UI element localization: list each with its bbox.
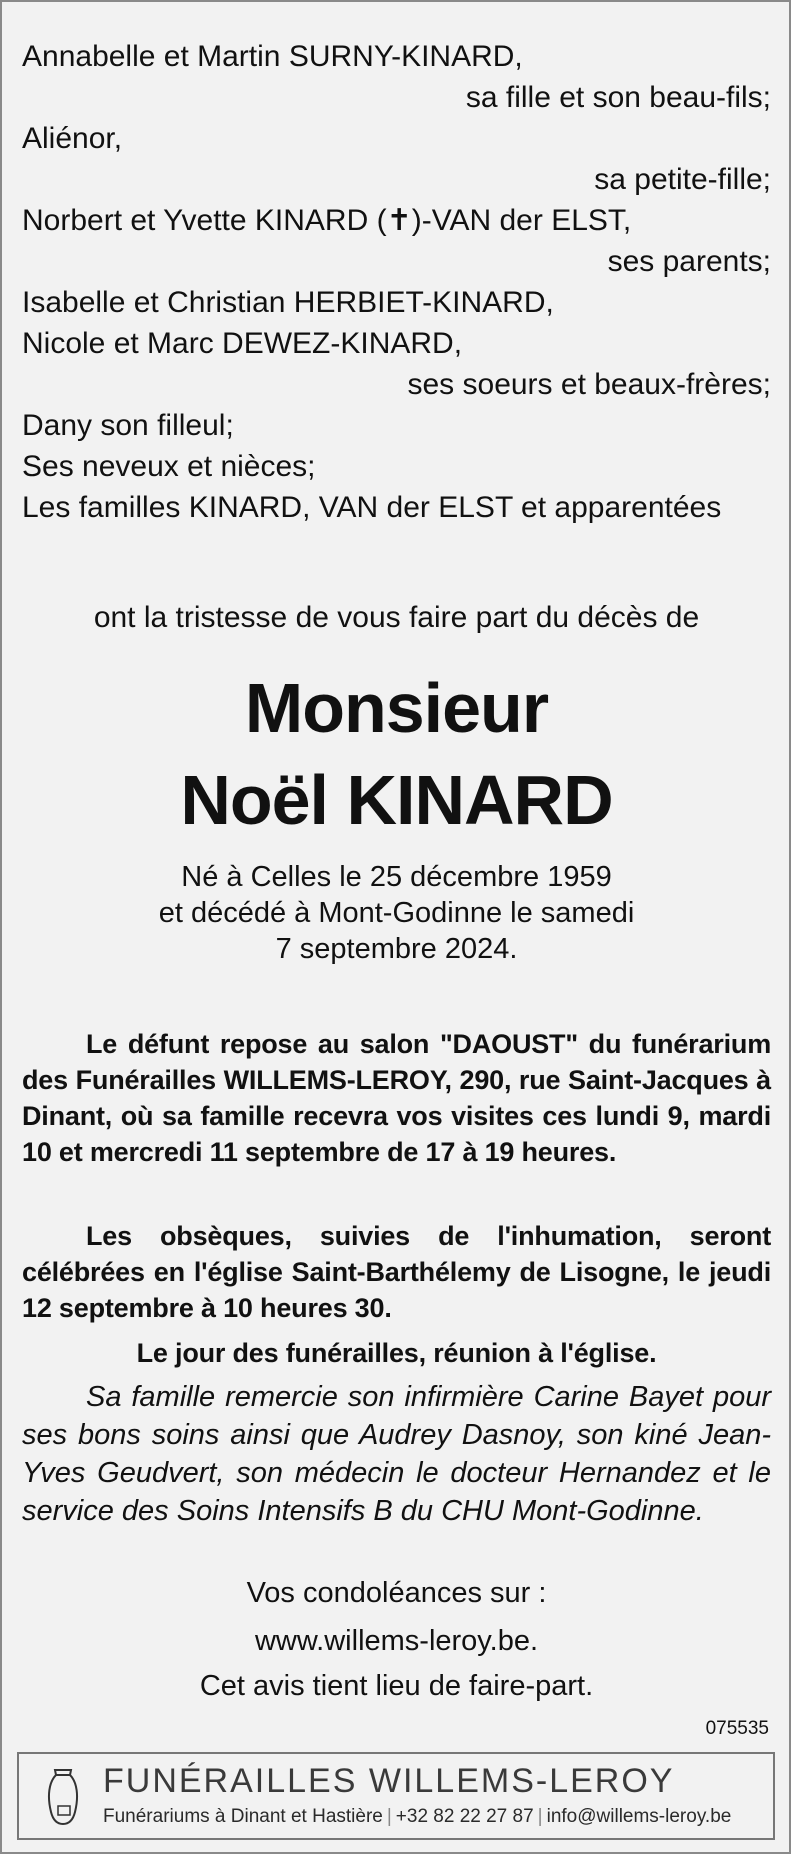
- email-link[interactable]: info@willems-leroy.be: [546, 1806, 732, 1827]
- separator: |: [537, 1806, 543, 1827]
- family-line: Norbert et Yvette KINARD (✝)-VAN der ELST,: [22, 204, 632, 237]
- family-line: Les familles KINARD, VAN der ELST et apparentées: [22, 491, 722, 524]
- family-list: [22, 36, 771, 528]
- family-line: Isabelle et Christian HERBIET-KINARD,: [22, 286, 554, 319]
- intro-text: ont la tristesse de vous faire part du décès de: [93, 601, 700, 634]
- thanks-paragraph: Sa famille remercie son infirmière Carine Bayet pour ses bons soins ainsi que Audrey Dasnoy, son kiné Jean-Yves Geudvert, son médecin le docteur Hernandez et le service des Soins Intensifs B du CHU Mont-Godinne.: [22, 1381, 771, 1527]
- deceased-name-block: [22, 662, 771, 846]
- phone-number[interactable]: +32 82 22 27 87: [395, 1806, 534, 1827]
- notice-text: Cet avis tient lieu de faire-part.: [199, 1670, 594, 1702]
- family-line: sa petite-fille;: [594, 163, 771, 196]
- family-line: Dany son filleul;: [22, 409, 234, 442]
- reference-number: 075535: [705, 1718, 769, 1739]
- family-line: Annabelle et Martin SURNY-KINARD,: [22, 40, 523, 73]
- life-dates: [22, 859, 771, 967]
- family-line: ses parents;: [607, 245, 771, 278]
- reunion-paragraph: Le jour des funérailles, réunion à l'église.: [136, 1338, 657, 1368]
- brand-name: FUNÉRAILLES WILLEMS-LEROY: [103, 1762, 675, 1800]
- birth-line: Né à Celles le 25 décembre 1959: [181, 861, 612, 893]
- separator: |: [386, 1806, 392, 1827]
- family-line: sa fille et son beau-fils;: [465, 81, 771, 114]
- obseques-paragraph: Les obsèques, suivies de l'inhumation, seront célébrées en l'église Saint-Barthélemy de Lisogne, le jeudi 12 septembre à 10 heures 30.: [22, 1221, 771, 1323]
- death-date-line: 7 septembre 2024.: [275, 933, 518, 965]
- death-line: et décédé à Mont-Godinne le samedi: [158, 897, 635, 929]
- funerariums-text: Funérariums à Dinant et Hastière: [103, 1806, 383, 1827]
- family-line: Ses neveux et nièces;: [22, 450, 316, 483]
- website-link[interactable]: www.willems-leroy.be.: [254, 1625, 539, 1657]
- family-line: Nicole et Marc DEWEZ-KINARD,: [22, 327, 463, 360]
- repose-paragraph: Le défunt repose au salon "DAOUST" du funérarium des Funérailles WILLEMS-LEROY, 290, rue Saint-Jacques à Dinant, où sa famille recevra vos visites ces lundi 9, mardi 10 et mercredi 11 septembre de 17 à 19 heures.: [22, 1029, 771, 1167]
- urn-icon: [43, 1766, 83, 1828]
- deceased-title: Monsieur: [244, 669, 549, 747]
- funeral-home-footer: [17, 1752, 775, 1840]
- family-line: Aliénor,: [22, 122, 123, 155]
- contact-line: [103, 1804, 765, 1830]
- deceased-name: Noël KINARD: [180, 761, 613, 839]
- family-line: ses soeurs et beaux-frères;: [407, 368, 771, 401]
- condolences-text: Vos condoléances sur :: [246, 1577, 547, 1609]
